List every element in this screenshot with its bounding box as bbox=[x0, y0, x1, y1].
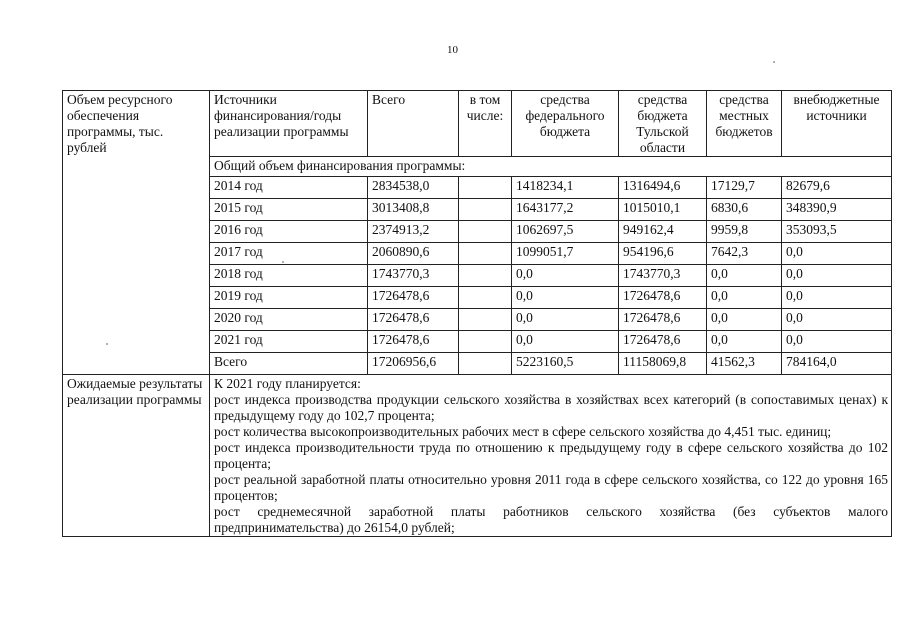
row-regional: 1743770,3 bbox=[619, 265, 707, 287]
header-sources: Источники финансирования/годы реализации программы bbox=[210, 91, 368, 157]
header-federal: средства федерального бюджета bbox=[512, 91, 619, 157]
row-local: 6830,6 bbox=[707, 199, 782, 221]
row-federal: 0,0 bbox=[512, 331, 619, 353]
row-including-empty bbox=[459, 221, 512, 243]
row-including-empty bbox=[459, 199, 512, 221]
results-label: Ожидаемые результаты реализации программы bbox=[63, 375, 210, 537]
row-year: 2021 год bbox=[210, 331, 368, 353]
row-regional: 1726478,6 bbox=[619, 309, 707, 331]
row-year: 2020 год bbox=[210, 309, 368, 331]
row-regional: 1015010,1 bbox=[619, 199, 707, 221]
row-federal: 1418234,1 bbox=[512, 177, 619, 199]
row-total: 1726478,6 bbox=[368, 309, 459, 331]
result-item: рост количества высокопроизводительных рабочих мест в сфере сельского хозяйства до 4,451 тыс. единиц; bbox=[214, 424, 832, 439]
results-intro: К 2021 году планируется: bbox=[214, 376, 361, 391]
result-item: рост индекса производительности труда по отношению к предыдущему году в сфере сельского хозяйства до 102 процента; bbox=[214, 440, 888, 471]
program-passport-table bbox=[62, 90, 892, 537]
row-regional: 11158069,8 bbox=[619, 353, 707, 375]
row-including-empty bbox=[459, 243, 512, 265]
row-federal: 5223160,5 bbox=[512, 353, 619, 375]
row-local: 0,0 bbox=[707, 287, 782, 309]
header-row bbox=[63, 91, 892, 157]
row-including-empty bbox=[459, 265, 512, 287]
row-federal: 0,0 bbox=[512, 309, 619, 331]
row-including-empty bbox=[459, 287, 512, 309]
row-extra: 0,0 bbox=[782, 331, 892, 353]
row-total: 17206956,6 bbox=[368, 353, 459, 375]
page-number: 10 bbox=[447, 44, 458, 56]
row-including-empty bbox=[459, 353, 512, 375]
row-extra: 0,0 bbox=[782, 265, 892, 287]
row-including-empty bbox=[459, 309, 512, 331]
scan-speck bbox=[282, 261, 284, 263]
row-local: 0,0 bbox=[707, 265, 782, 287]
row-federal: 1643177,2 bbox=[512, 199, 619, 221]
row-local: 17129,7 bbox=[707, 177, 782, 199]
row-local: 7642,3 bbox=[707, 243, 782, 265]
row-year: 2019 год bbox=[210, 287, 368, 309]
row-year: 2016 год bbox=[210, 221, 368, 243]
row-total: 1726478,6 bbox=[368, 331, 459, 353]
total-financing-label: Общий объем финансирования программы: bbox=[210, 157, 892, 177]
result-item: рост реальной заработной платы относительно уровня 2011 года в сфере сельского хозяйства, со 122 до уровня 165 процентов; bbox=[214, 472, 888, 503]
row-extra: 348390,9 bbox=[782, 199, 892, 221]
row-federal: 1099051,7 bbox=[512, 243, 619, 265]
row-regional: 1726478,6 bbox=[619, 287, 707, 309]
row-year: 2014 год bbox=[210, 177, 368, 199]
row-local: 0,0 bbox=[707, 309, 782, 331]
row-total: 3013408,8 bbox=[368, 199, 459, 221]
header-including: в том числе: bbox=[459, 91, 512, 157]
row-total: 2374913,2 bbox=[368, 221, 459, 243]
row-extra: 0,0 bbox=[782, 309, 892, 331]
row-extra: 82679,6 bbox=[782, 177, 892, 199]
row-regional: 954196,6 bbox=[619, 243, 707, 265]
results-row bbox=[63, 375, 892, 537]
row-total: 2060890,6 bbox=[368, 243, 459, 265]
row-regional: 1316494,6 bbox=[619, 177, 707, 199]
row-local: 41562,3 bbox=[707, 353, 782, 375]
result-item: рост среднемесячной заработной платы работников сельского хозяйства (без субъектов малого предпринимательства) до 26154,0 рублей; bbox=[214, 504, 888, 535]
row-year: 2017 год bbox=[210, 243, 368, 265]
results-content bbox=[210, 375, 892, 537]
resources-label: Объем ресурсного обеспечения программы, тыс. рублей bbox=[63, 91, 210, 375]
header-local: средства местных бюджетов bbox=[707, 91, 782, 157]
row-extra: 0,0 bbox=[782, 287, 892, 309]
row-year: 2018 год bbox=[210, 265, 368, 287]
row-federal: 0,0 bbox=[512, 287, 619, 309]
header-regional: средства бюджета Тульской области bbox=[619, 91, 707, 157]
scan-speck bbox=[106, 343, 108, 345]
row-year: Всего bbox=[210, 353, 368, 375]
row-extra: 353093,5 bbox=[782, 221, 892, 243]
row-regional: 949162,4 bbox=[619, 221, 707, 243]
row-extra: 784164,0 bbox=[782, 353, 892, 375]
row-total: 1743770,3 bbox=[368, 265, 459, 287]
row-local: 0,0 bbox=[707, 331, 782, 353]
row-including-empty bbox=[459, 177, 512, 199]
row-extra: 0,0 bbox=[782, 243, 892, 265]
row-total: 1726478,6 bbox=[368, 287, 459, 309]
row-including-empty bbox=[459, 331, 512, 353]
scan-speck bbox=[773, 61, 775, 63]
row-federal: 1062697,5 bbox=[512, 221, 619, 243]
header-total: Всего bbox=[368, 91, 459, 157]
header-extrabudget: внебюджетные источники bbox=[782, 91, 892, 157]
row-total: 2834538,0 bbox=[368, 177, 459, 199]
row-federal: 0,0 bbox=[512, 265, 619, 287]
result-item: рост индекса производства продукции сельского хозяйства в хозяйствах всех категорий (в сопоставимых ценах) к предыдущему году до 102,7 процента; bbox=[214, 392, 888, 423]
row-local: 9959,8 bbox=[707, 221, 782, 243]
row-year: 2015 год bbox=[210, 199, 368, 221]
row-regional: 1726478,6 bbox=[619, 331, 707, 353]
